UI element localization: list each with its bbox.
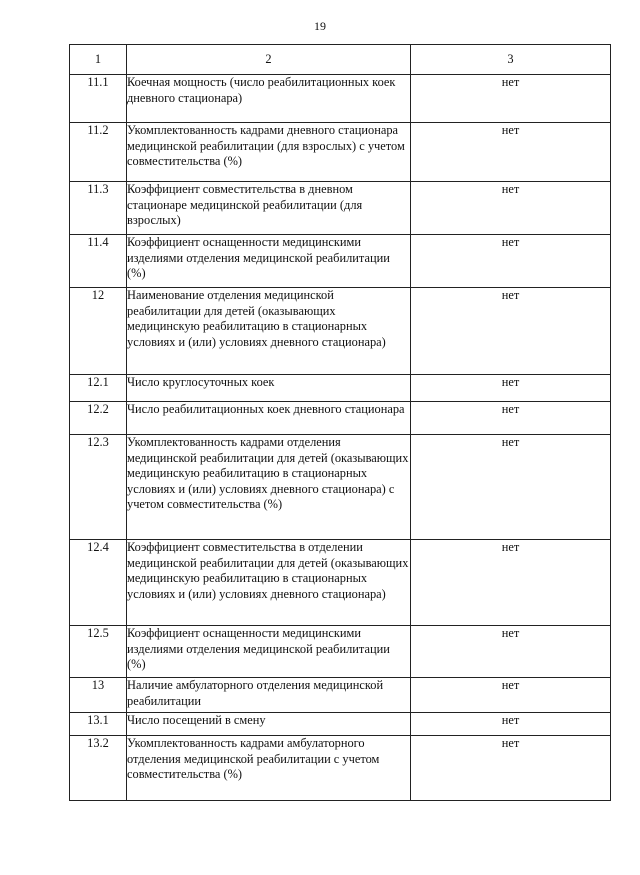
row-name: Число реабилитационных коек дневного стационара xyxy=(127,402,411,435)
row-number: 12.4 xyxy=(70,540,127,626)
row-number: 11.2 xyxy=(70,123,127,182)
row-value: нет xyxy=(411,402,611,435)
table-row xyxy=(70,123,611,182)
table-row xyxy=(70,402,611,435)
row-name: Коечная мощность (число реабилитационных коек дневного стационара) xyxy=(127,75,411,123)
row-value: нет xyxy=(411,678,611,713)
table-row xyxy=(70,736,611,801)
row-value: нет xyxy=(411,736,611,801)
row-value: нет xyxy=(411,713,611,736)
column-header-number: 1 xyxy=(70,45,127,75)
row-value: нет xyxy=(411,435,611,540)
row-number: 12.5 xyxy=(70,626,127,678)
row-number: 11.4 xyxy=(70,235,127,288)
row-value: нет xyxy=(411,626,611,678)
table-row xyxy=(70,182,611,235)
row-number: 13 xyxy=(70,678,127,713)
row-value: нет xyxy=(411,235,611,288)
row-name: Число круглосуточных коек xyxy=(127,375,411,402)
row-name: Наименование отделения медицинской реабилитации для детей (оказывающих медицинскую реабилитацию в стационарных условиях и (или) условиях дневного стационара) xyxy=(127,288,411,375)
row-value: нет xyxy=(411,288,611,375)
row-name: Укомплектованность кадрами отделения медицинской реабилитации для детей (оказывающих медицинскую реабилитацию в стационарных условиях и (или) условиях дневного стационара) с учетом совместительства (%) xyxy=(127,435,411,540)
indicators-table xyxy=(69,44,611,801)
table-row xyxy=(70,75,611,123)
row-number: 13.1 xyxy=(70,713,127,736)
row-number: 12.1 xyxy=(70,375,127,402)
row-name: Укомплектованность кадрами амбулаторного отделения медицинской реабилитации с учетом совместительства (%) xyxy=(127,736,411,801)
row-number: 12.2 xyxy=(70,402,127,435)
row-number: 11.1 xyxy=(70,75,127,123)
table-row xyxy=(70,678,611,713)
column-header-name: 2 xyxy=(127,45,411,75)
row-name: Наличие амбулаторного отделения медицинской реабилитации xyxy=(127,678,411,713)
row-value: нет xyxy=(411,75,611,123)
table-row xyxy=(70,626,611,678)
table-row xyxy=(70,540,611,626)
row-number: 11.3 xyxy=(70,182,127,235)
row-name: Коэффициент оснащенности медицинскими изделиями отделения медицинской реабилитации (%) xyxy=(127,626,411,678)
table-row xyxy=(70,435,611,540)
column-header-value: 3 xyxy=(411,45,611,75)
page-number: 19 xyxy=(314,19,326,33)
row-name: Укомплектованность кадрами дневного стационара медицинской реабилитации (для взрослых) с учетом совместительства (%) xyxy=(127,123,411,182)
row-name: Коэффициент оснащенности медицинскими изделиями отделения медицинской реабилитации (%) xyxy=(127,235,411,288)
row-name: Коэффициент совместительства в дневном стационаре медицинской реабилитации (для взрослых) xyxy=(127,182,411,235)
row-number: 13.2 xyxy=(70,736,127,801)
table-header-row xyxy=(70,45,611,75)
row-name: Число посещений в смену xyxy=(127,713,411,736)
row-number: 12.3 xyxy=(70,435,127,540)
table-row xyxy=(70,288,611,375)
row-value: нет xyxy=(411,375,611,402)
table-row xyxy=(70,375,611,402)
row-name: Коэффициент совместительства в отделении медицинской реабилитации для детей (оказывающих медицинскую реабилитацию в стационарных условиях и (или) условиях дневного стационара) xyxy=(127,540,411,626)
row-value: нет xyxy=(411,123,611,182)
table-row xyxy=(70,235,611,288)
row-value: нет xyxy=(411,540,611,626)
table-row xyxy=(70,713,611,736)
row-value: нет xyxy=(411,182,611,235)
row-number: 12 xyxy=(70,288,127,375)
